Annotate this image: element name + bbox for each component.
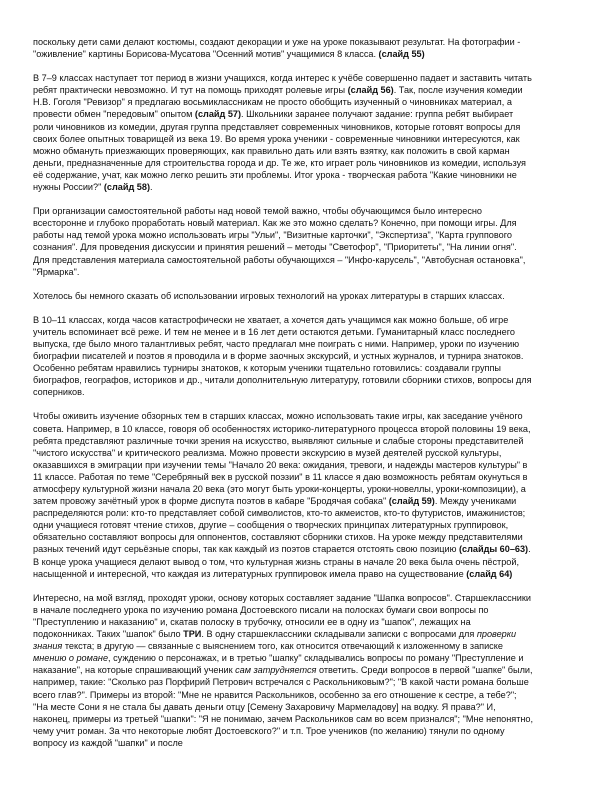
text-run: В 10–11 классах, когда часов катастрофически не хватает, а хочется дать учащимся как можно больше, об игре учитель вспоминает всё реже. И тем не менее и в 16 лет дети остаются детьми. Гуманитарный класс последнего выпуска, где было много талантливых ребят, часто предлагал мне поиграть с ними. Например, уроки по изучению биографии писателей и поэтов я проводила и в форме заочных экскурсий, и устных журналов, и турнира знатоков. Особенно ребятам нравились турниры знатоков, к которым ученики тщательно готовились: создавали группы биографов, географов, историков и др., читали дополнительную литературу, готовили сборники стихов, вопросы для соперников. xyxy=(33,314,532,398)
paragraph xyxy=(33,592,534,749)
text-run: . Школьники заранее получают задание: группа ребят выбирает роли чиновников из комедии, другая группа представляет современных чиновников, которые готовят вопросы для своих более опытных товарищей из века 19. Во время урока ученики - современные чиновники интересуются, как можно обмануть приезжающих проверяющих, как правильно дать или взять взятку, как положить в свой карман деньги, предназначенные для строительства города и др. Те же, кто играет роль чиновников из комедии, используя её содержание, учат, как можно легко решить эти проблемы. Итог урока - творческая работа "Какие чиновники не нужны России?" xyxy=(33,109,526,193)
paragraph xyxy=(33,410,534,579)
text-run: Хотелось бы немного сказать об использовании игровых технологий на уроках литературы в старших классах. xyxy=(33,290,505,301)
text-run: . В конце урока учащиеся делают вывод о том, что культурная жизнь страны в начале 20 века была очень пёстрой, насыщенной и интересной, что каждая из литературных группировок имела право на существование xyxy=(33,544,531,579)
text-run: . В одну старшеклассники складывали записки с вопросами для xyxy=(201,629,477,640)
paragraph xyxy=(33,314,534,399)
slide-reference: (слайды 60–63) xyxy=(458,544,529,555)
emphasis-text: сам затрудняется xyxy=(235,665,317,676)
text-run: При организации самостоятельной работы над новой темой важно, чтобы обучающимся было интересно всесторонне и глубоко проработать новый материал. Как же это можно сделать? Конечно, при помощи игры. Для работы над темой урока можно использовать игры "Ульи", "Визитные карточки", "Экспертиза", "Карта группового сознания". Для проведения дискуссии и принятия решений – методы "Светофор", "Приоритеты", "На линии огня". Для представления материала самостоятельной работы обучающихся – "Инфо-карусель", "Автобусная остановка", "Ярмарка". xyxy=(33,206,526,277)
text-run: ответить. Среди вопросов в первой "шапке" были, например, такие: "Сколько раз Порфирий Петрович встречался с Раскольниковым?"; "В какой части романа больше всего глав?". Примеры из второй: "Мне не нравится Раскольников, особенно за его отношение к сестре, а тебе?"; "На месте Сони я не стала бы давать деньги отцу [Семену Захаровичу Мармеладову] на водку. Я права?" И, наконец, примеры из третьей "шапки": "Я не понимаю, зачем Раскольников сам во всем признался"; "Мне непонятно, чему учит роман. За что некоторые любят Достоевского?" и т.п. Трое учеников (по желанию) тянули по одному вопросу из каждой "шапки" и после xyxy=(33,665,534,748)
paragraph xyxy=(33,72,534,193)
emphasis-text: проверки знания xyxy=(33,629,517,652)
slide-reference: (слайд 64) xyxy=(466,568,513,579)
text-run: В 7–9 классах наступает тот период в жизни учащихся, когда интерес к учёбе совершенно падает и заставить читать ребят практически невозможно. И тут на помощь приходят ролевые игры xyxy=(33,73,532,96)
text-run: . Так, после изучения комедии Н.В. Гоголя "Ревизор" я предлагаю восьмиклассникам не просто обобщить изученный о чиновниках материал, а провести обмен "передовым" опытом xyxy=(33,85,523,120)
text-run: Интересно, на мой взгляд, проходят уроки, основу которых составляет задание "Шапка вопросов". Старшеклассники в начале последнего урока по изучению романа Достоевского писали на полосках бумаги свои вопросы по "Преступлению и наказанию" и, скатав полоску в трубочку, относили ее в одну из "шапок", лежащих на подоконниках. Таких "шапок" было xyxy=(33,592,531,640)
text-run: текста; в другую — связанные с выяснением того, как относится отвечающий к изложенному в записке xyxy=(62,641,503,652)
text-run: поскольку дети сами делают костюмы, создают декорации и уже на уроке показывают результат. На фотографии - "оживление" картины Борисова-Мусатова "Осенний мотив" учащимися 8 класса. xyxy=(33,37,521,60)
slide-reference: (слайд 58) xyxy=(103,182,150,193)
paragraph xyxy=(33,36,534,60)
text-run: . Между учениками распределяются роли: кто-то представляет собой символистов, кто-то акмеистов, кто-то футуристов, имажинистов; одни учащиеся готовят чтение стихов, другие – сообщения о творческих принципах литературных группировок, обязательно составляют вопросы для оппонентов, составляют сборники стихов. На уроке между представителями разных течений идут серьёзные споры, так как каждый из поэтов старается отстоять свою позицию xyxy=(33,496,526,555)
slide-reference: ТРИ xyxy=(183,629,202,640)
slide-reference: (слайд 56) xyxy=(347,85,394,96)
paragraph xyxy=(33,290,534,302)
text-run: , суждению о персонажах, и в третью "шапку" складывались вопросы по роману "Преступление и наказание", на которые спрашивающий ученик xyxy=(33,653,524,676)
slide-reference: (слайд 59) xyxy=(388,496,435,507)
slide-reference: (слайд 57) xyxy=(194,109,242,120)
text-run: Чтобы оживить изучение обзорных тем в старших классах, можно использовать такие игры, как заседание учёного совета. Например, в 10 классе, говоря об особенностях историко-литературного процесса второй половины 19 века, ребята представляют различные точки зрения на искусство, выявляют сильные и слабые стороны представителей "чистого искусства" и критического реализма. Можно провести экскурсию в музей деятелей русской культуры, оказавшихся в эмиграции при изучении темы "Начало 20 века: ожидания, тревоги, и надежды мастеров культуры" в 11 классе. Работая по теме "Серебряный век в русской поэзии" в 11 классе я даю возможность ребятам окунуться в атмосферу культурной жизни начала 20 века (это могут быть уроки-концерты, уроки-новеллы, уроки-композиции), а затем провожу зачётный урок в форме диспута поэтов в кабаре "Бродячая собака" xyxy=(33,411,531,507)
paragraph xyxy=(33,205,534,278)
text-run: . xyxy=(150,182,153,193)
emphasis-text: мнению о романе xyxy=(33,653,109,664)
slide-reference: (слайд 55) xyxy=(378,49,425,60)
